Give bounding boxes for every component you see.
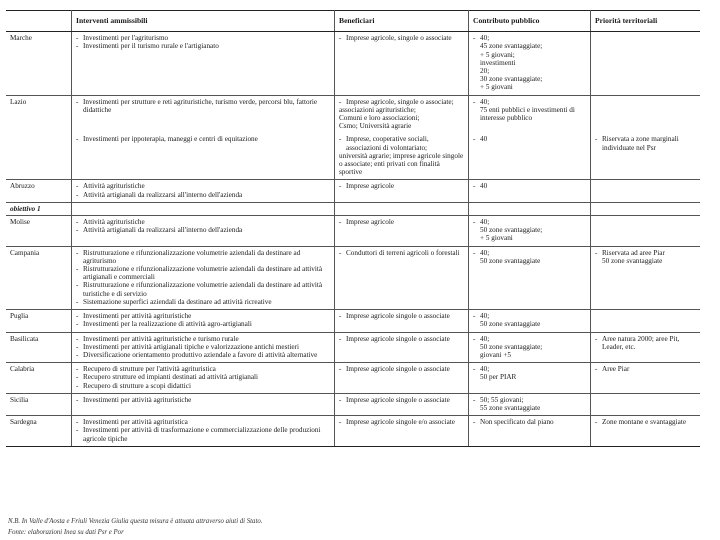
footnote-nb: N.B. In Valle d'Aosta e Friuli Venezia Giulia questa misura è attuata attraverso aiuti di Stato.: [8, 518, 263, 525]
list-item: - Imprese agricole singole o associate: [339, 335, 464, 343]
region-cell: Sicilia: [6, 393, 72, 415]
list-item: - Attività artigianali da realizzarsi all'interno dell'azienda: [76, 191, 330, 199]
interventi-cell: [72, 246, 335, 309]
table-row: [6, 310, 700, 332]
interventi-cell: [72, 32, 335, 95]
contributo-cell: [469, 332, 591, 363]
list-item: - Riservata a zone marginali individuate nel Psr: [595, 135, 696, 151]
beneficiari-line: Comuni e loro associazioni;: [339, 114, 420, 123]
interventi-cell: [72, 180, 335, 202]
priorita-cell: [591, 246, 701, 309]
contributo-cell: [469, 416, 591, 447]
list-item: - Investimenti per attività agrituristiche: [76, 312, 330, 320]
list-item: - Investimenti per attività agrituristiche e turismo rurale: [76, 335, 330, 343]
region-cell: Marche: [6, 32, 72, 95]
list-item: - Imprese agricole singole o associate: [339, 396, 464, 404]
region-cell: Sardegna: [6, 416, 72, 447]
list-item: - Diversificazione orientamento produttivo aziendale a favore di attività alternative: [76, 351, 330, 359]
list-item: - Imprese agricole: [339, 182, 464, 190]
interventi-cell: [72, 393, 335, 415]
beneficiari-cell: [335, 393, 469, 415]
list-item: - Riservata ad aree Piar: [595, 249, 696, 257]
beneficiari-cell: [335, 216, 469, 247]
region-cell: [6, 133, 72, 180]
header-region: [6, 11, 72, 32]
table-row: [6, 416, 700, 447]
list-item: - Imprese agricole singole o associate: [339, 312, 464, 320]
priorita-cell: [591, 95, 701, 133]
list-item: - Attività agrituristiche: [76, 218, 330, 226]
list-item: - Ristrutturazione e rifunzionalizzazione volumetrie aziendali da destinare ad agriturismo: [76, 249, 330, 265]
list-item: - Zone montane e svantaggiate: [595, 418, 696, 426]
beneficiari-cell: [335, 246, 469, 309]
beneficiari-cell: [335, 310, 469, 332]
beneficiari-line: Csmo; Università agrarie: [339, 122, 412, 131]
region-cell: Abruzzo: [6, 180, 72, 202]
list-item: - Investimenti per attività artigianali tipiche e valorizzazione antichi mestieri: [76, 343, 330, 351]
list-item: - Imprese agricole, singole o associate: [339, 34, 464, 42]
contributo-line: 50 zone svantaggiate: [480, 256, 541, 265]
list-item: - Imprese agricole singole e/o associate: [339, 418, 464, 426]
footnote-source: Fonte: elaborazioni Inea su dati Psr e Por: [8, 529, 124, 536]
table-row: [6, 216, 700, 247]
list-item: - 40;: [473, 98, 586, 106]
table-row: [6, 180, 700, 202]
list-item: - Attività agrituristiche: [76, 182, 330, 190]
contributo-cell: [469, 216, 591, 247]
contributo-line: 50 zone svantaggiate: [480, 320, 541, 329]
list-item: - 40: [473, 135, 586, 143]
list-item: - Investimenti per strutture e reti agrituristiche, turismo verde, percorsi blu, fattorie didattiche: [76, 98, 330, 114]
list-item: - Investimenti per la realizzazione di attività agro-artigianali: [76, 320, 330, 328]
header-priorita: Priorità territoriali: [591, 11, 701, 32]
list-item: - Recupero di strutture per l'attività agrituristica: [76, 365, 330, 373]
priorita-cell: [591, 180, 701, 202]
table-header-row: [6, 11, 700, 32]
empty-cell: [591, 202, 701, 215]
header-beneficiari: Beneficiari: [335, 11, 469, 32]
interventi-cell: [72, 95, 335, 133]
beneficiari-cell: [335, 363, 469, 394]
list-item: - Investimenti per ippoterapia, maneggi e centri di equitazione: [76, 135, 330, 143]
contributo-cell: [469, 310, 591, 332]
contributo-line: + 5 giovani: [480, 234, 513, 243]
interventi-cell: [72, 416, 335, 447]
priorita-cell: [591, 393, 701, 415]
beneficiari-line: università agrarie; imprese agricole singole o associate; enti privati con finalità sportive: [339, 151, 464, 177]
list-item: - 40;: [473, 365, 586, 373]
region-cell: Lazio: [6, 95, 72, 133]
interventi-cell: [72, 310, 335, 332]
header-contributo: Contributo pubblico: [469, 11, 591, 32]
priorita-cell: [591, 332, 701, 363]
beneficiari-cell: [335, 32, 469, 95]
table-row: [6, 133, 700, 180]
list-item: - Recupero di strutture a scopi didattici: [76, 382, 330, 390]
contributo-line: 50 per PIAR: [480, 373, 517, 382]
priorita-cell: [591, 363, 701, 394]
contributo-cell: [469, 246, 591, 309]
table-row: [6, 393, 700, 415]
list-item: - Conduttori di terreni agricoli o forestali: [339, 249, 464, 257]
empty-cell: [72, 202, 335, 215]
priorita-cell: [591, 133, 701, 180]
section-row: [6, 202, 700, 215]
contributo-line: investimenti: [480, 58, 516, 67]
beneficiari-cell: [335, 416, 469, 447]
contributo-cell: [469, 393, 591, 415]
beneficiari-line: associazioni agrituristiche;: [339, 105, 416, 114]
priorita-cell: [591, 216, 701, 247]
interventi-cell: [72, 332, 335, 363]
beneficiari-cell: [335, 180, 469, 202]
contributo-line: + 5 giovani;: [480, 50, 515, 59]
list-item: - Investimenti per l'agriturismo: [76, 34, 330, 42]
list-item: - Non specificato dal piano: [473, 418, 586, 426]
list-item: - Aree Piar: [595, 365, 696, 373]
contributo-cell: [469, 95, 591, 133]
list-item: - Attività artigianali da realizzarsi all'interno dell'azienda: [76, 226, 330, 234]
empty-cell: [335, 202, 469, 215]
contributo-line: 50 zone svantaggiate;: [480, 226, 543, 235]
list-item: - 50; 55 giovani;: [473, 396, 586, 404]
table-row: [6, 332, 700, 363]
contributo-cell: [469, 133, 591, 180]
table-row: [6, 32, 700, 95]
header-interventi: Interventi ammissibili: [72, 11, 335, 32]
list-item: - Sistemazione superfici aziendali da destinare ad attività ricreative: [76, 298, 330, 306]
beneficiari-cell: [335, 133, 469, 180]
list-item: - Aree natura 2000; aree Pit, Leader, etc.: [595, 335, 696, 351]
list-item: - Imprese agricole: [339, 218, 464, 226]
priorita-cell: [591, 416, 701, 447]
contributo-line: 20;: [480, 67, 490, 76]
priorita-line: 50 zone svantaggiate: [602, 256, 663, 265]
list-item: - Imprese, cooperative sociali, associazioni di volontariato;: [339, 135, 464, 151]
list-item: - 40: [473, 182, 586, 190]
beneficiari-cell: [335, 95, 469, 133]
priorita-cell: [591, 310, 701, 332]
list-item: - Imprese agricole singole o associate: [339, 365, 464, 373]
measures-table: [6, 10, 700, 447]
contributo-line: 50 zone svantaggiate;: [480, 342, 543, 351]
interventi-cell: [72, 363, 335, 394]
list-item: - 40;: [473, 249, 586, 257]
region-cell: Basilicata: [6, 332, 72, 363]
list-item: - Investimenti per attività agrituristiche: [76, 396, 330, 404]
list-item: - Ristrutturazione e rifunzionalizzazione volumetrie aziendali da destinare ad attività turistiche e di servizio: [76, 281, 330, 297]
list-item: - 40;: [473, 34, 586, 42]
contributo-line: 55 zone svantaggiate: [480, 403, 541, 412]
contributo-line: 75 enti pubblici e investimenti di interesse pubblico: [480, 105, 575, 123]
contributo-line: 45 zone svantaggiate;: [480, 42, 543, 51]
list-item: - Investimenti per attività di trasformazione e commercializzazione delle produzioni agricole tipiche: [76, 426, 330, 442]
contributo-line: giovani +5: [480, 350, 512, 359]
beneficiari-cell: [335, 332, 469, 363]
priorita-cell: [591, 32, 701, 95]
list-item: - Investimenti per il turismo rurale e l'artigianato: [76, 42, 330, 50]
contributo-cell: [469, 363, 591, 394]
table-row: [6, 363, 700, 394]
list-item: - Recupero strutture ed impianti destinati ad attività artigianali: [76, 373, 330, 381]
list-item: - 40;: [473, 335, 586, 343]
contributo-cell: [469, 32, 591, 95]
region-cell: Campania: [6, 246, 72, 309]
interventi-cell: [72, 216, 335, 247]
list-item: - 40;: [473, 218, 586, 226]
contributo-line: + 5 giovani: [480, 83, 513, 92]
contributo-cell: [469, 180, 591, 202]
region-cell: Calabria: [6, 363, 72, 394]
section-label: obiettivo 1: [6, 202, 72, 215]
empty-cell: [469, 202, 591, 215]
contributo-line: 30 zone svantaggiate;: [480, 75, 543, 84]
table-row: [6, 246, 700, 309]
list-item: - 40;: [473, 312, 586, 320]
list-item: - Investimenti per attività agrituristica: [76, 418, 330, 426]
table-row: [6, 95, 700, 133]
region-cell: Puglia: [6, 310, 72, 332]
region-cell: Molise: [6, 216, 72, 247]
list-item: - Imprese agricole, singole o associate;: [339, 98, 464, 106]
list-item: - Ristrutturazione e rifunzionalizzazione volumetrie aziendali da destinare ad attività artigianali e commerciali: [76, 265, 330, 281]
interventi-cell: [72, 133, 335, 180]
